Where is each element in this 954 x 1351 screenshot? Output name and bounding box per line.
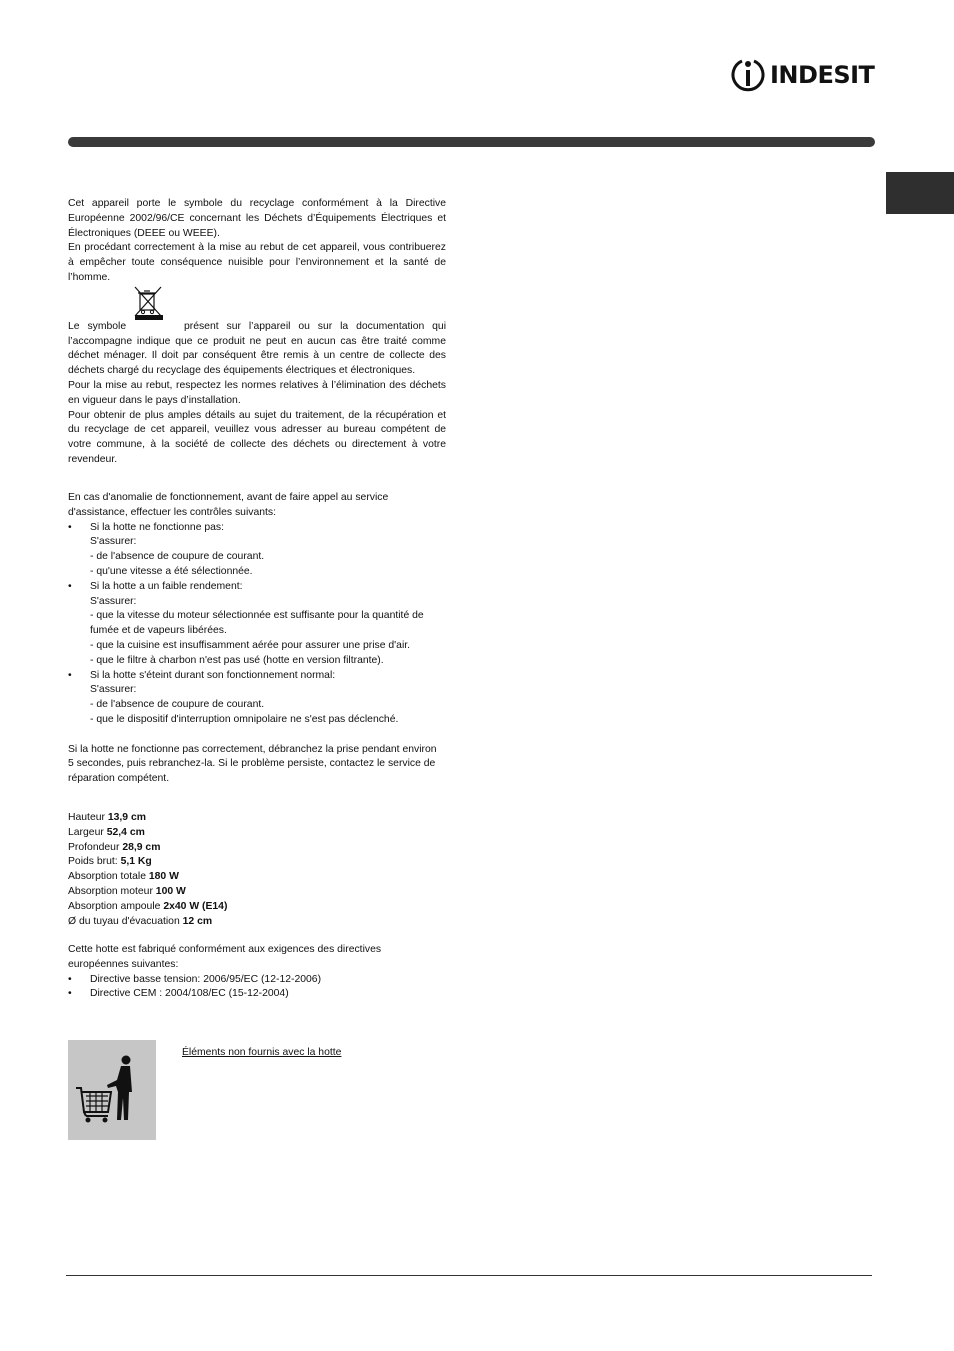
directive-text: Directive CEM : 2004/108/EC (15-12-2004) bbox=[90, 988, 289, 1000]
reset-line-3: réparation compétent. bbox=[68, 773, 170, 785]
directive-item bbox=[68, 987, 446, 1002]
footer-rule bbox=[66, 1275, 872, 1276]
spec-row bbox=[68, 885, 446, 900]
conformity-section bbox=[68, 943, 446, 1002]
check-item-title: Si la hotte ne fonctionne pas: bbox=[90, 521, 225, 533]
bullet: • bbox=[68, 669, 72, 681]
indesit-i-icon bbox=[730, 56, 766, 94]
recycling-section bbox=[68, 197, 446, 468]
spec-label: Poids brut: bbox=[68, 856, 121, 868]
crossed-bin-icon bbox=[134, 286, 164, 320]
check-item-line: - que le dispositif d'interruption omnipolaire ne s'est pas déclenché. bbox=[90, 713, 399, 725]
recycling-paragraph-5: Pour obtenir de plus amples détails au sujet du traitement, de la récupération et du recyclage de cet appareil, veuillez vous adresser au bureau compétent de votre commune, à la société de collecte des déchets ou directement à votre revendeur. bbox=[68, 409, 446, 465]
spec-row bbox=[68, 811, 446, 826]
check-item-line: S'assurer: bbox=[90, 684, 137, 696]
troubleshooting-section bbox=[68, 491, 446, 787]
troubleshooting-intro-2: d'assistance, effectuer les contrôles suivants: bbox=[68, 506, 276, 518]
spec-value: 52,4 cm bbox=[106, 826, 145, 838]
indesit-logo bbox=[730, 55, 874, 95]
spec-label: Hauteur bbox=[68, 812, 108, 823]
spec-value: 100 W bbox=[155, 885, 186, 897]
spec-label: Absorption moteur bbox=[68, 885, 156, 897]
spec-value: 5,1 Kg bbox=[120, 856, 152, 868]
check-item bbox=[68, 669, 446, 684]
symbol-prefix: Le symbole bbox=[68, 320, 127, 332]
spec-row bbox=[68, 826, 446, 841]
conformity-line-2: européennes suivantes: bbox=[68, 958, 179, 970]
spec-label: Largeur bbox=[68, 826, 107, 838]
recycling-paragraph-4: Pour la mise au rebut, respectez les normes relatives à l’élimination des déchets en vigueur dans le pays d’installation. bbox=[68, 379, 446, 406]
bullet: • bbox=[68, 580, 72, 592]
recycling-paragraph-1: Cet appareil porte le symbole du recyclage conformément à la Directive Européenne 2002/96/CE concernant les Déchets d’Équipements Électriques et Électroniques (DEEE ou WEEE). bbox=[68, 198, 446, 239]
check-item-line: S'assurer: bbox=[90, 595, 137, 607]
reset-line-2: 5 secondes, puis rebranchez-la. Si le problème persiste, contactez le service de bbox=[68, 758, 436, 770]
bullet: • bbox=[68, 521, 72, 533]
brand-name: INDESIT bbox=[770, 61, 875, 89]
bullet: • bbox=[68, 988, 72, 1000]
spec-label: Absorption totale bbox=[68, 871, 149, 883]
spec-row bbox=[68, 870, 446, 885]
shopping-cart-illustration bbox=[68, 1040, 156, 1140]
spec-value: 2x40 W (E14) bbox=[163, 900, 228, 912]
spec-value: 180 W bbox=[148, 871, 179, 883]
recycling-paragraph-2: En procédant correctement à la mise au rebut de cet appareil, vous contribuerez à empêcher toute conséquence nuisible pour l’environnement et la santé de l’homme. bbox=[68, 242, 446, 283]
spec-label: Absorption ampoule bbox=[68, 900, 164, 912]
check-item-line: - que la vitesse du moteur sélectionnée est suffisante pour la quantité de bbox=[90, 610, 424, 622]
person-with-cart-icon bbox=[68, 1040, 156, 1140]
language-tab bbox=[886, 172, 954, 214]
spec-label: Ø du tuyau d'évacuation bbox=[68, 915, 183, 927]
troubleshooting-intro-1: En cas d'anomalie de fonctionnement, avant de faire appel au service bbox=[68, 492, 389, 503]
bullet: • bbox=[68, 973, 72, 985]
technical-specs bbox=[68, 811, 446, 929]
spec-value: 12 cm bbox=[182, 915, 213, 927]
check-item-line: - que la cuisine est insuffisamment aérée pour assurer une prise d'air. bbox=[90, 639, 411, 651]
spec-row bbox=[68, 855, 446, 870]
check-item bbox=[68, 521, 446, 536]
check-item-line: - de l'absence de coupure de courant. bbox=[90, 551, 265, 563]
check-item-title: Si la hotte a un faible rendement: bbox=[90, 580, 243, 592]
check-item bbox=[68, 580, 446, 595]
spec-label: Profondeur bbox=[68, 841, 123, 853]
check-item-line: - de l'absence de coupure de courant. bbox=[90, 699, 265, 711]
recycling-symbol-paragraph bbox=[68, 320, 446, 379]
spec-row bbox=[68, 915, 446, 930]
not-supplied-note: Éléments non fournis avec la hotte bbox=[182, 1047, 342, 1058]
weee-symbol-row bbox=[68, 286, 446, 320]
spec-value: 13,9 cm bbox=[107, 812, 146, 823]
spec-row bbox=[68, 841, 446, 856]
directive-item bbox=[68, 973, 446, 988]
directive-text: Directive basse tension: 2006/95/EC (12-12-2006) bbox=[90, 973, 322, 985]
spec-value: 28,9 cm bbox=[122, 841, 161, 853]
spec-row bbox=[68, 900, 446, 915]
check-item-line: fumée et de vapeurs libérées. bbox=[90, 625, 227, 637]
check-item-title: Si la hotte s'éteint durant son fonctionnement normal: bbox=[90, 669, 336, 681]
symbol-description: présent sur l’appareil ou sur la documentation qui l’accompagne indique que ce produit ne peut en aucun cas être traité comme déchet ménager. Il doit par conséquent être remis à un centre de collecte des déchets chargé du recyclage des équipements électriques et électroniques. bbox=[68, 320, 447, 377]
check-item-line: S'assurer: bbox=[90, 536, 137, 548]
check-item-line: - qu'une vitesse a été sélectionnée. bbox=[90, 565, 253, 577]
reset-line-1: Si la hotte ne fonctionne pas correctement, débranchez la prise pendant environ bbox=[68, 743, 437, 755]
header-divider-bar bbox=[68, 137, 875, 147]
check-item-line: - que le filtre à charbon n'est pas usé (hotte en version filtrante). bbox=[90, 654, 384, 666]
conformity-line-1: Cette hotte est fabriqué conformément aux exigences des directives bbox=[68, 944, 382, 955]
